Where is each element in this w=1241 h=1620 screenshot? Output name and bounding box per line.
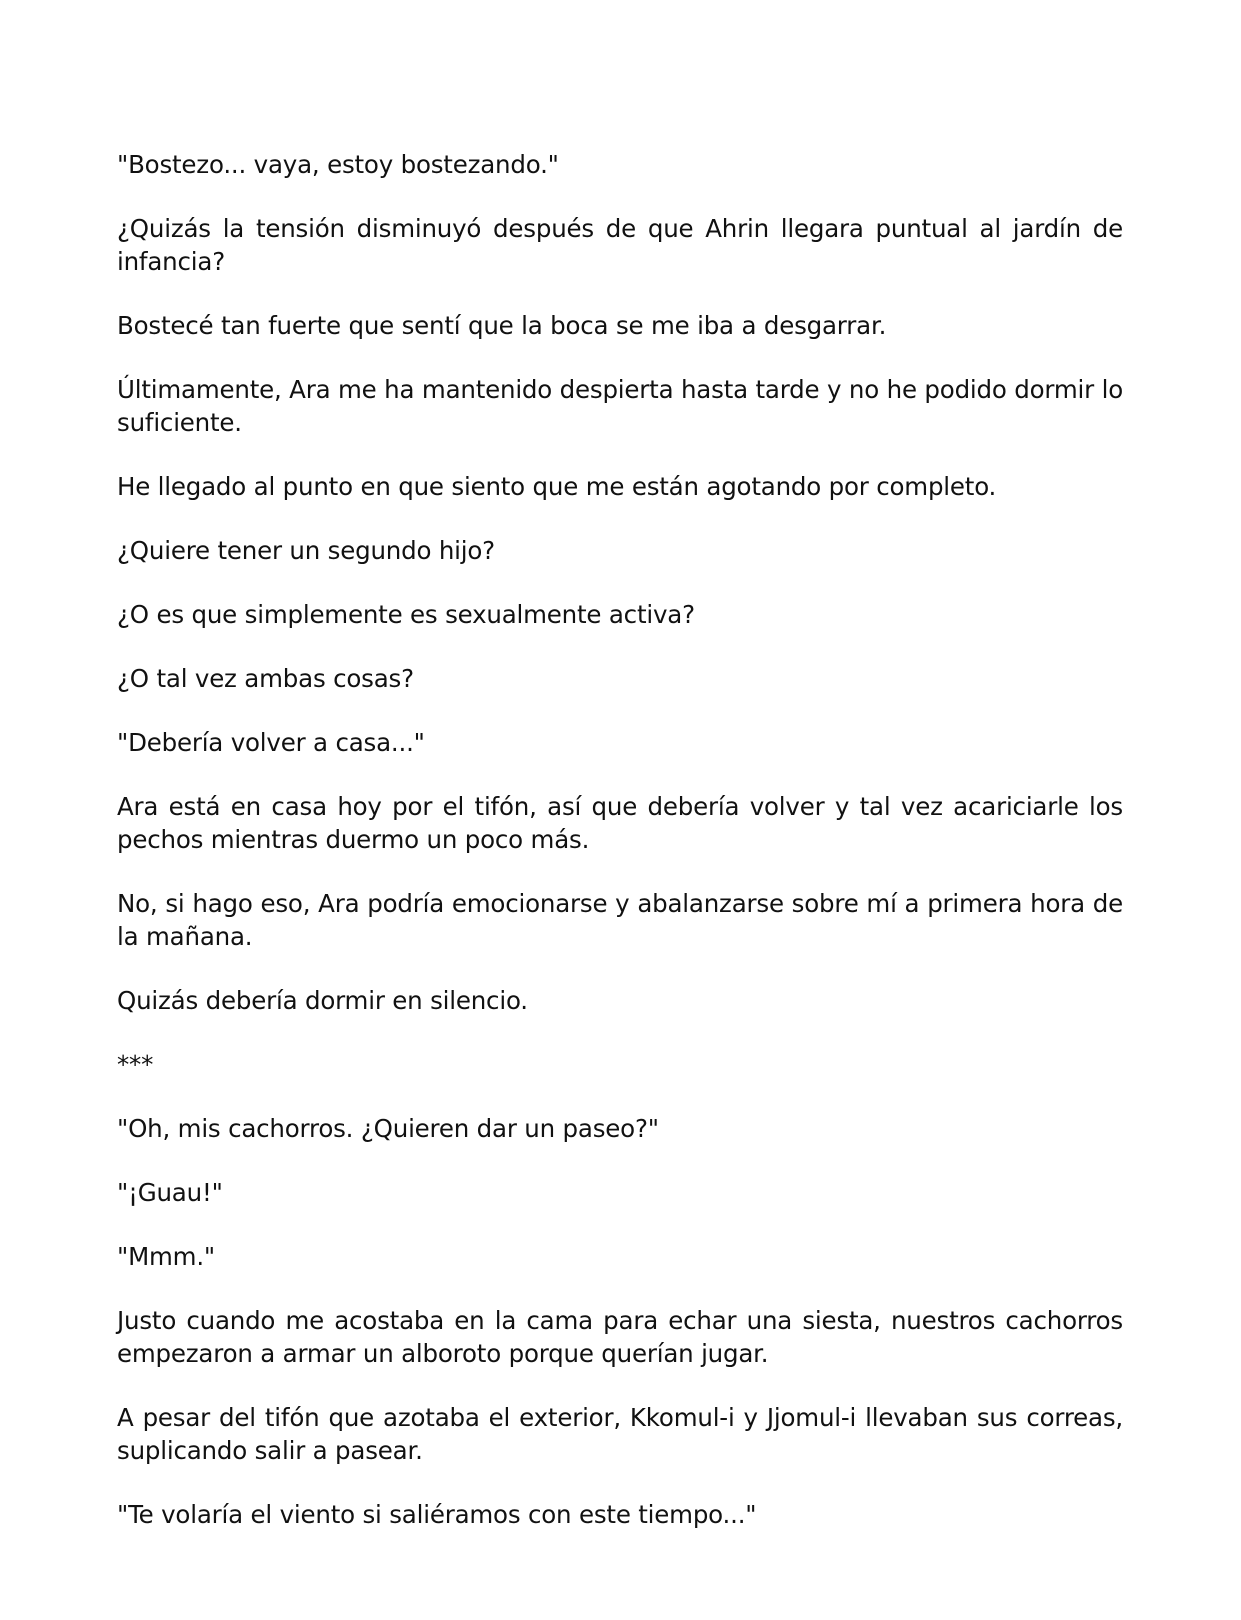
- paragraph: No, si hago eso, Ara podría emocionarse y abalanzarse sobre mí a primera hora de la mañana.: [117, 889, 1123, 951]
- paragraph: Quizás debería dormir en silencio.: [117, 986, 528, 1015]
- paragraph: Justo cuando me acostaba en la cama para echar una siesta, nuestros cachorros empezaron a armar un alboroto porque querían jugar.: [117, 1306, 1123, 1368]
- paragraph: ¿O es que simplemente es sexualmente activa?: [117, 600, 695, 629]
- paragraph: ¿Quizás la tensión disminuyó después de que Ahrin llegara puntual al jardín de infancia?: [117, 214, 1123, 276]
- paragraph: A pesar del tifón que azotaba el exterior, Kkomul-i y Jjomul-i llevaban sus correas, suplicando salir a pasear.: [117, 1403, 1123, 1465]
- paragraph: "Debería volver a casa...": [117, 728, 425, 757]
- document-body: [117, 148, 1123, 1562]
- paragraph: He llegado al punto en que siento que me están agotando por completo.: [117, 472, 997, 501]
- paragraph: ¿O tal vez ambas cosas?: [117, 664, 414, 693]
- paragraph: "Oh, mis cachorros. ¿Quieren dar un paseo?": [117, 1114, 659, 1143]
- paragraph: "Mmm.": [117, 1242, 215, 1271]
- paragraph: Ara está en casa hoy por el tifón, así que debería volver y tal vez acariciarle los pechos mientras duermo un poco más.: [117, 792, 1123, 854]
- scene-break: ***: [117, 1050, 154, 1079]
- paragraph: "Bostezo... vaya, estoy bostezando.": [117, 150, 559, 179]
- paragraph: Bostecé tan fuerte que sentí que la boca se me iba a desgarrar.: [117, 311, 887, 340]
- paragraph: Últimamente, Ara me ha mantenido despierta hasta tarde y no he podido dormir lo suficiente.: [117, 375, 1123, 437]
- paragraph: ¿Quiere tener un segundo hijo?: [117, 536, 495, 565]
- paragraph: "¡Guau!": [117, 1178, 223, 1207]
- paragraph: "Te volaría el viento si saliéramos con este tiempo...": [117, 1500, 757, 1529]
